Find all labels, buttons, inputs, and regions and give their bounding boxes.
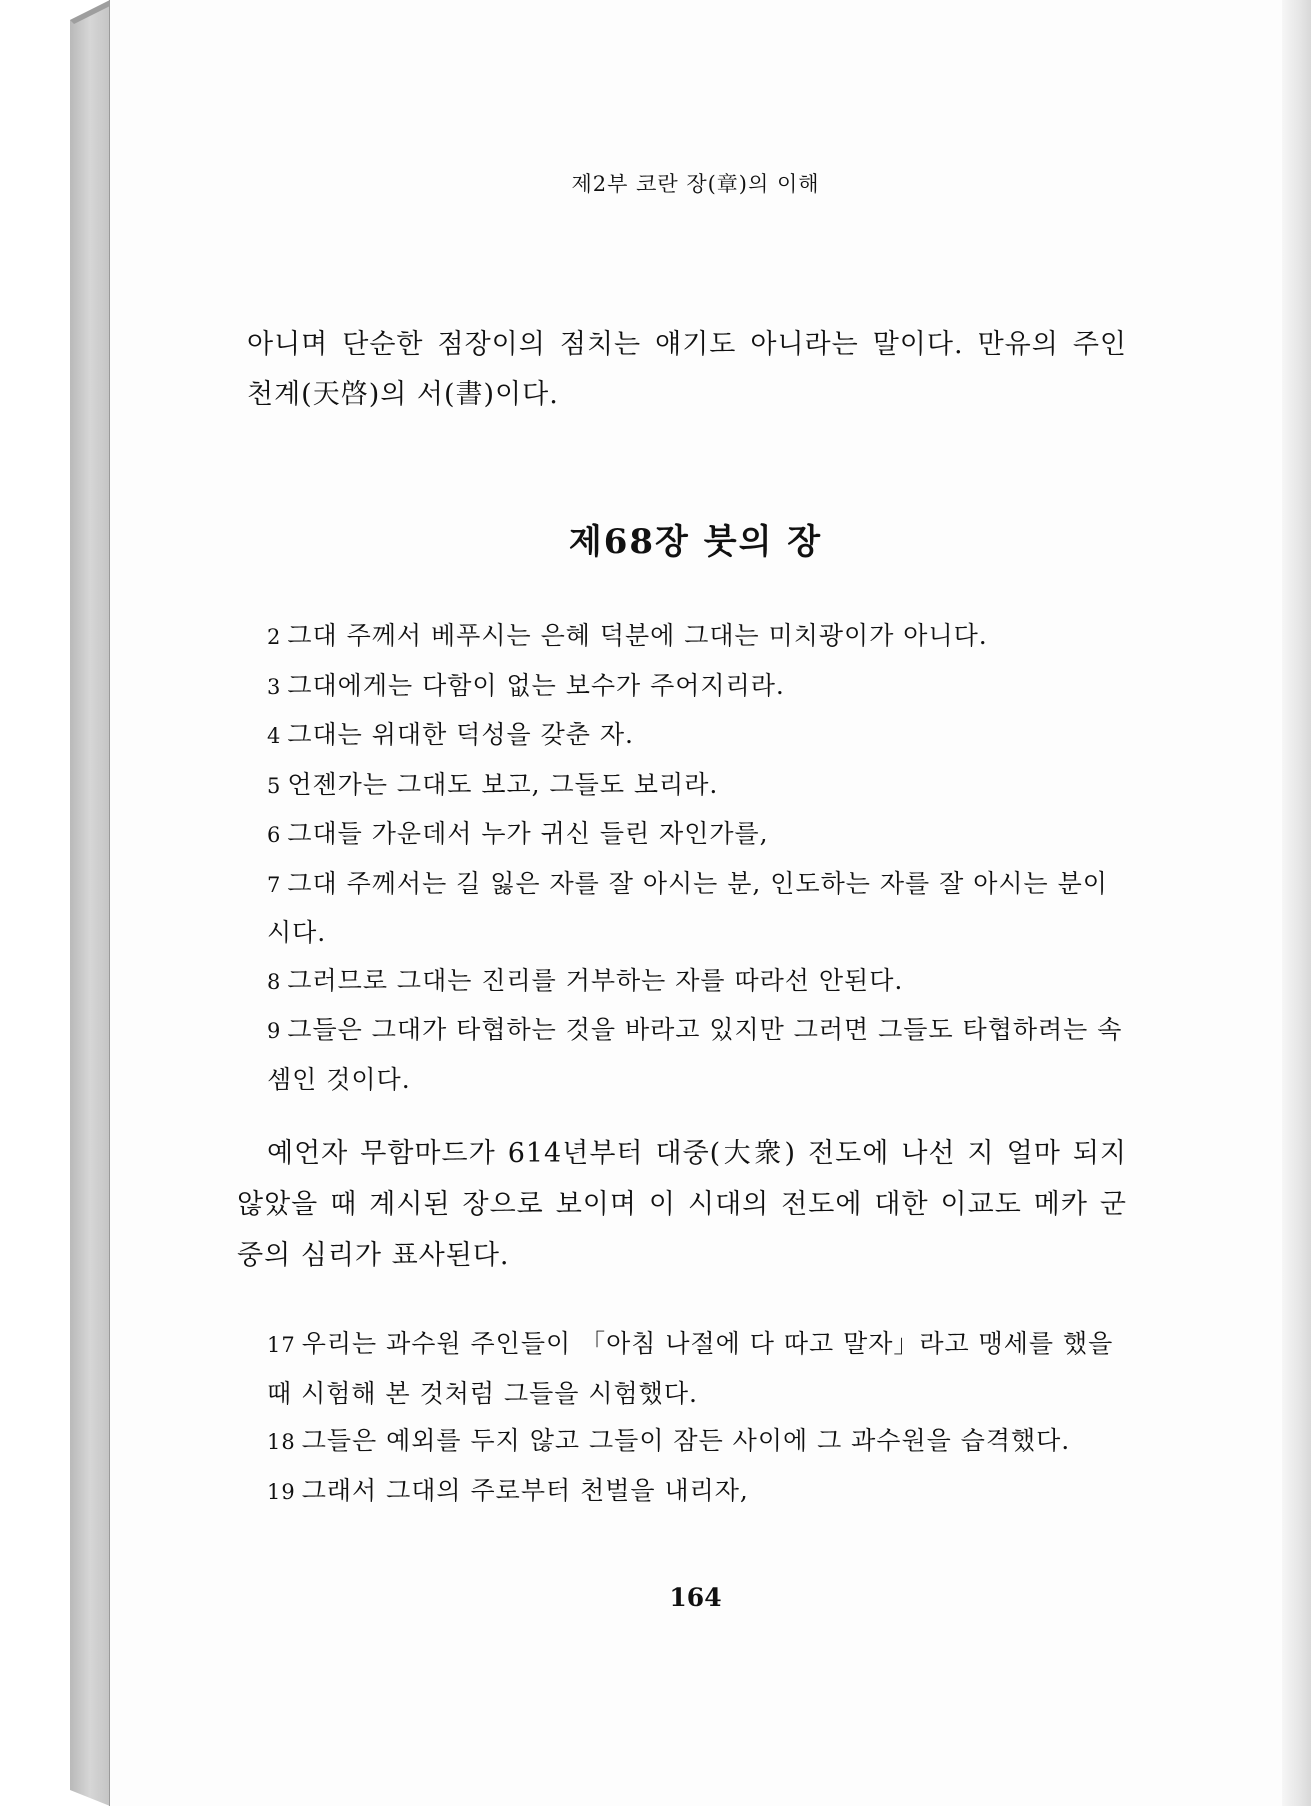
- verse-number: 3: [267, 674, 282, 699]
- verse-number: 6: [267, 823, 282, 847]
- commentary-text: 예언자 무함마드가 614년부터 대중(大衆) 전도에 나선 지 얼마 되지 않았을 때 계시된 장으로 보이며 이 시대의 전도에 대한 이교도 메카 군중의 심리가 표사된다.: [237, 1138, 1127, 1271]
- running-head: 제2부 코란 장(章)의 이해: [571, 172, 820, 196]
- verse: [267, 711, 1127, 761]
- commentary-paragraph: [237, 1128, 1127, 1281]
- verse-list-b: [267, 1320, 1127, 1516]
- verse: [267, 1467, 1127, 1517]
- verse-number: 2: [267, 625, 282, 649]
- verse-text: 그대들 가운데서 누가 귀신 들린 자인가를,: [287, 819, 769, 848]
- verse-number: 17: [267, 1333, 296, 1357]
- verse-text: 그들은 예외를 두지 않고 그들이 잠든 사이에 그 과수원을 습격했다.: [301, 1426, 1071, 1455]
- verse-number: 9: [267, 1019, 282, 1043]
- intro-paragraph: 아니며 단순한 점장이의 점치는 얘기도 아니라는 말이다. 만유의 주인 천계(天啓)의 서(書)이다.: [247, 329, 1127, 410]
- verse-text: 그대는 위대한 덕성을 갖춘 자.: [287, 720, 634, 749]
- verse-text: 그들은 그대가 타협하는 것을 바라고 있지만 그러면 그들도 타협하려는 속셈인 것이다.: [267, 1015, 1123, 1094]
- verse: [267, 662, 1127, 712]
- verse-number: 4: [267, 724, 282, 748]
- verse: [267, 957, 1127, 1007]
- verse-text: 우리는 과수원 주인들이 「아침 나절에 다 따고 말자」라고 맹세를 했을 때 시험해 본 것처럼 그들을 시험했다.: [267, 1329, 1114, 1408]
- verse-text: 그대 주께서는 길 잃은 자를 잘 아시는 분, 인도하는 자를 잘 아시는 분이시다.: [267, 868, 1108, 947]
- chapter-title: 제68장 붓의 장: [568, 522, 823, 562]
- verse: [267, 1417, 1127, 1467]
- verse-text: 그러므로 그대는 진리를 거부하는 자를 따라선 안된다.: [287, 965, 904, 995]
- verse: [267, 860, 1127, 957]
- verse-number: 7: [267, 872, 282, 897]
- verse-list-a: [267, 612, 1127, 1103]
- verse: [267, 761, 1127, 811]
- page-edge-shadow: [1282, 0, 1311, 1806]
- page-number: 164: [669, 1583, 722, 1612]
- verse: [267, 1006, 1127, 1103]
- verse-text: 그대에게는 다함이 없는 보수가 주어지리라.: [287, 670, 785, 700]
- verse-number: 8: [267, 969, 282, 994]
- verse-text: 그대 주께서 베푸시는 은혜 덕분에 그대는 미치광이가 아니다.: [287, 621, 988, 650]
- verse: [267, 1320, 1127, 1417]
- verse: [267, 612, 1127, 662]
- verse-text: 언젠가는 그대도 보고, 그들도 보리라.: [287, 769, 719, 799]
- verse-number: 5: [267, 773, 282, 798]
- verse-number: 18: [267, 1430, 296, 1454]
- verse: [267, 810, 1127, 860]
- verse-number: 19: [267, 1479, 296, 1504]
- verse-text: 그래서 그대의 주로부터 천벌을 내리자,: [301, 1475, 749, 1505]
